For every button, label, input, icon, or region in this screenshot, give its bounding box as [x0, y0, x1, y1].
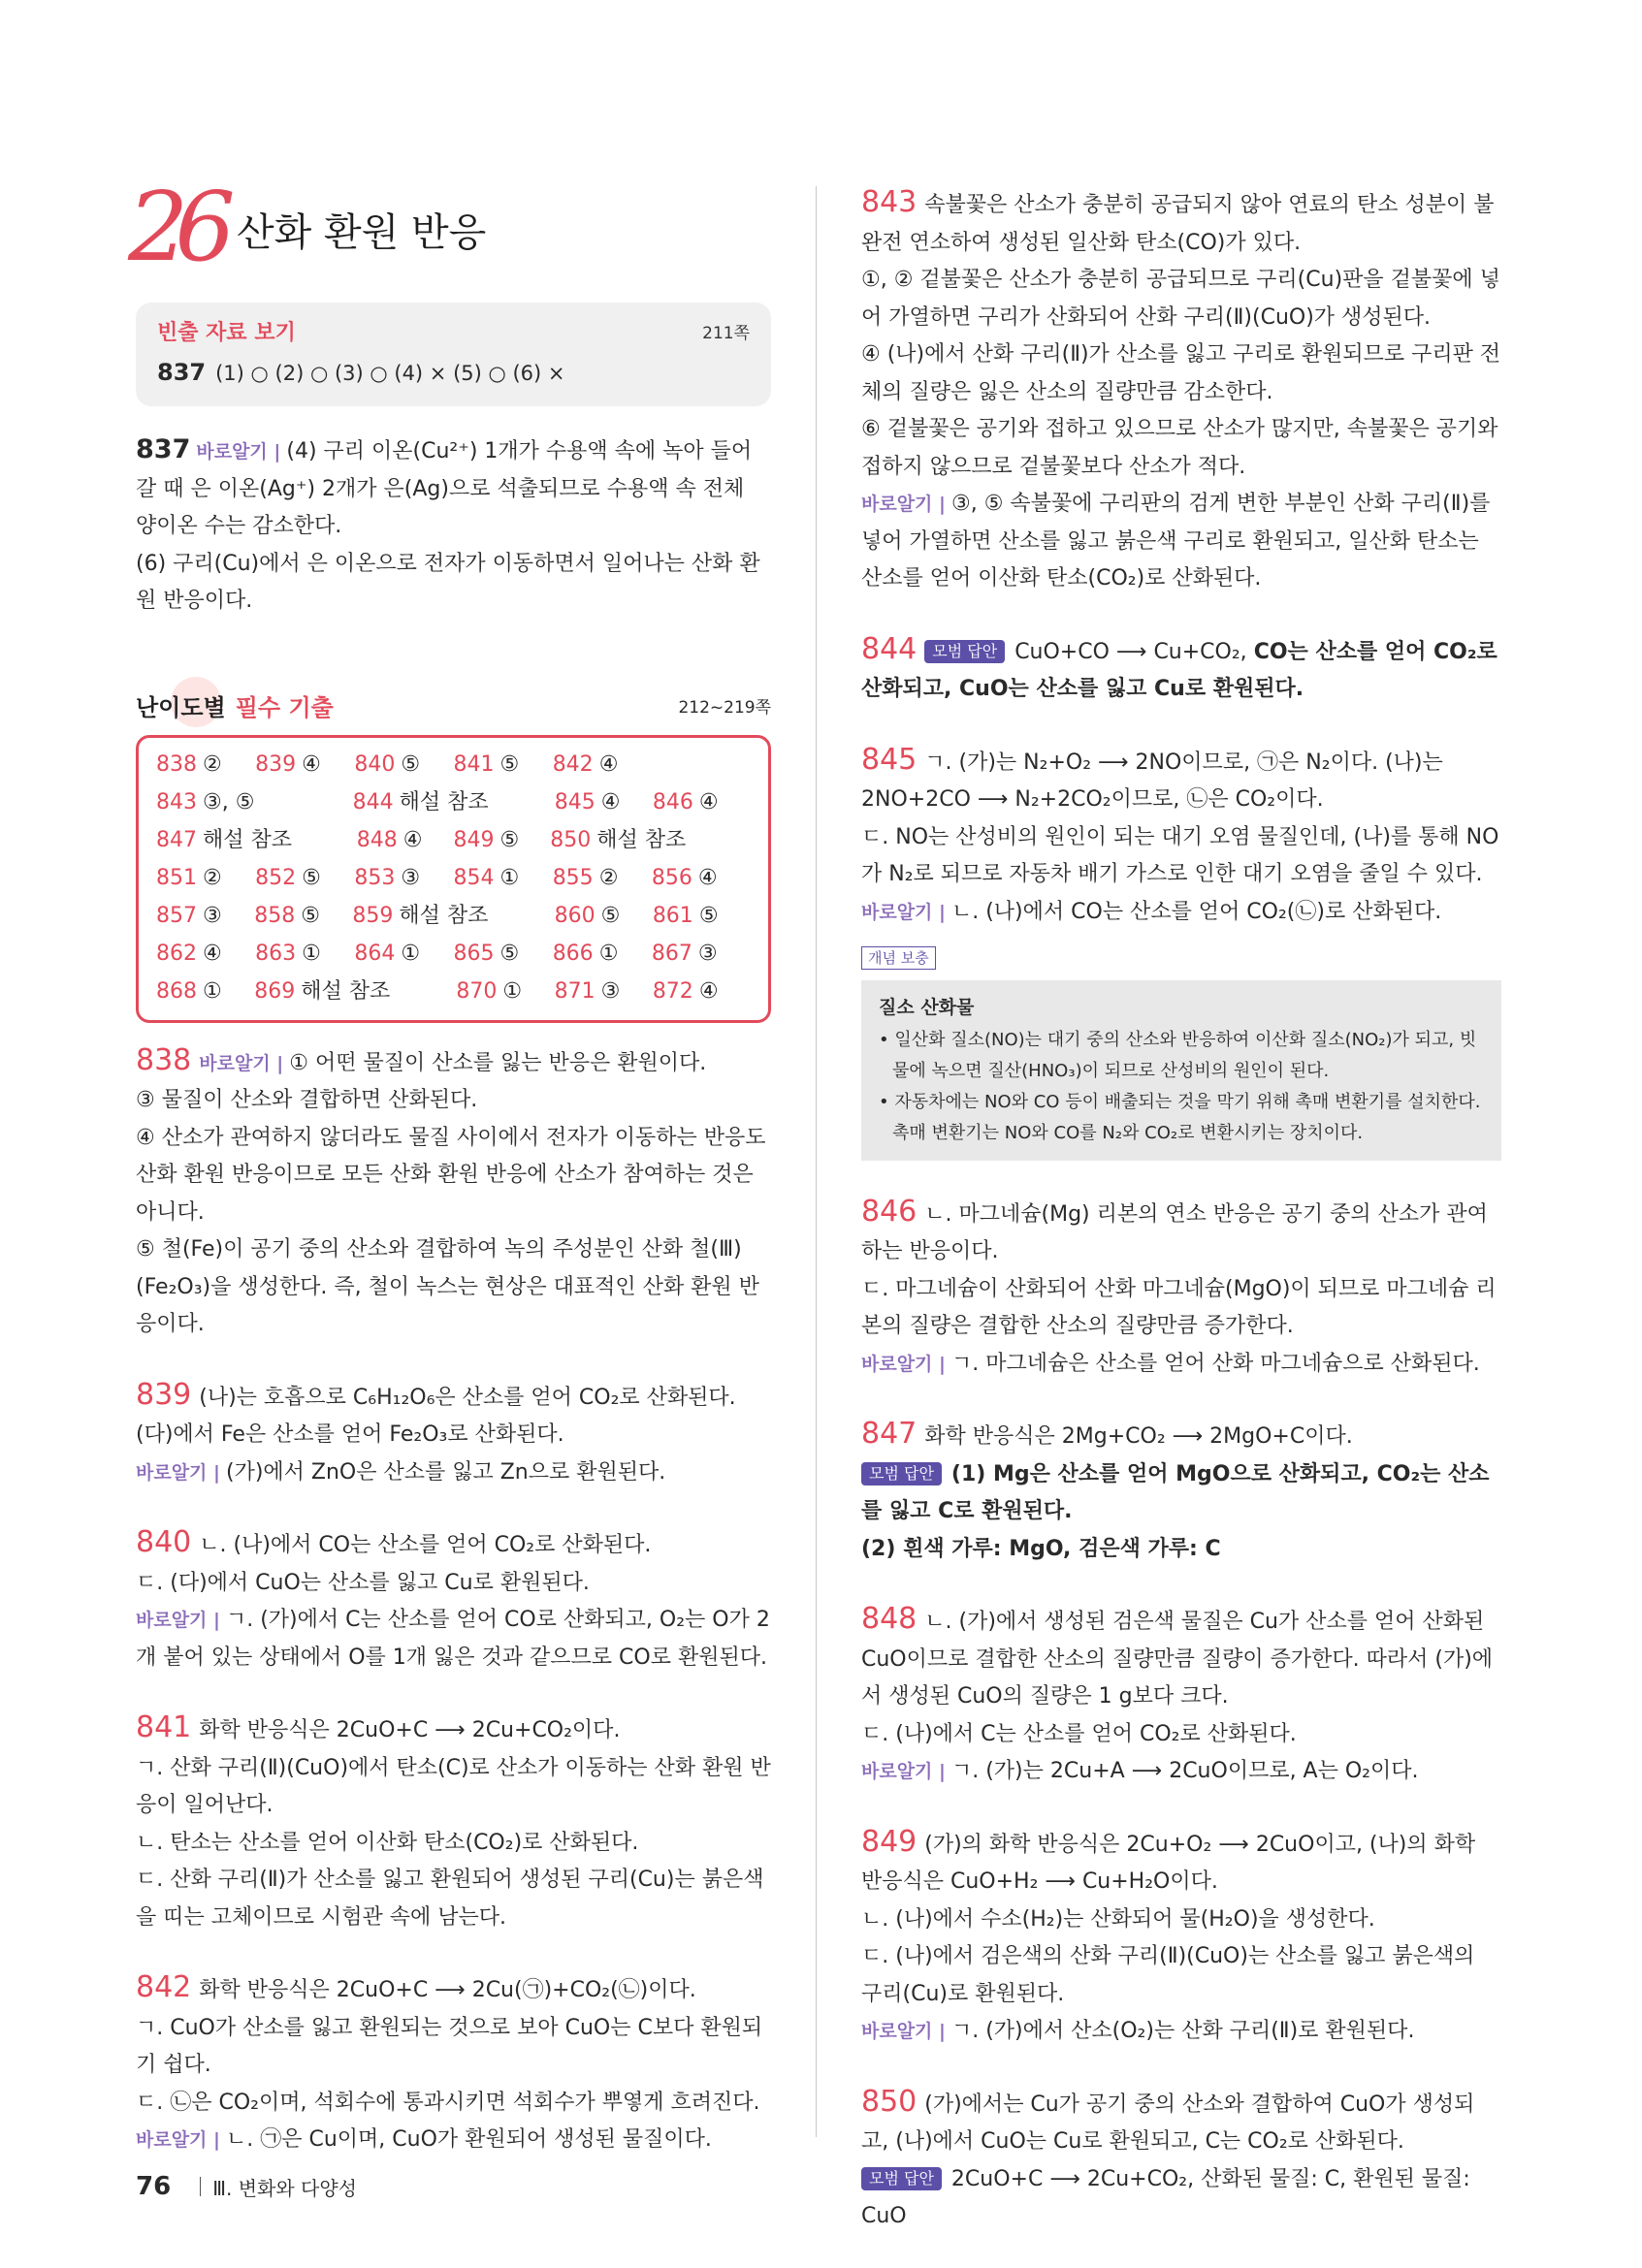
answer-key-number: 872: [652, 978, 693, 1004]
question-number: 847: [861, 1417, 918, 1451]
answer-key-answer: ⑤: [600, 903, 621, 928]
answer-key-row: [156, 746, 751, 783]
answer-key-cell: [553, 859, 652, 897]
answer-key-number: 842: [552, 751, 594, 777]
answer-key-cell: [156, 859, 255, 897]
answer-key-number: 848: [356, 827, 398, 852]
answer-key-answer: ④: [698, 978, 719, 1004]
correction-tag: 바로알기 |: [199, 1052, 284, 1074]
correction-tag: 바로알기 |: [136, 1461, 220, 1484]
explanation-text: 화학 반응식은 2CuO+C ⟶ 2Cu(㉠)+CO₂(㉡)이다.: [199, 1978, 696, 2002]
answer-838: [136, 1042, 771, 1344]
answer-key-number: 854: [453, 865, 495, 890]
answer-key-answer: ⑤: [301, 903, 320, 928]
answer-key-number: 870: [456, 978, 498, 1004]
answer-key-number: 861: [652, 903, 693, 928]
answer-key-answer: ④: [698, 789, 719, 815]
answer-key-number: 845: [554, 789, 596, 815]
answer-key-answer: ③, ⑤: [203, 789, 255, 815]
explanation-text: ㄴ. (나)에서 CO는 산소를 얻어 CO₂(㉡)로 산화된다.: [950, 899, 1442, 924]
explanation-text: ①, ② 겉불꽃은 산소가 충분히 공급되므로 구리(Cu)판을 겉불꽃에 넣어 가열하면 구리가 산화되어 산화 구리(Ⅱ)(CuO)가 생성된다.: [861, 268, 1500, 330]
essential-title: [136, 689, 334, 727]
answer-key-cell: [357, 821, 454, 859]
explanation-text: ㄱ. (가)는 2Cu+A ⟶ 2CuO이므로, A는 O₂이다.: [950, 1759, 1419, 1783]
right-column: [861, 184, 1501, 2236]
question-number: 838: [136, 1042, 192, 1077]
correction-tag: 바로알기 |: [136, 2129, 220, 2151]
answer-key-answer: 해설 참조: [203, 827, 293, 852]
answer-key-number: 869: [254, 978, 296, 1004]
model-answer-badge: 모범 답안: [924, 640, 1005, 663]
explanation-text: 화학 반응식은 2Mg+CO₂ ⟶ 2MgO+C이다.: [924, 1424, 1353, 1449]
concept-bullet: • 일산화 질소(NO)는 대기 중의 산소와 반응하여 이산화 질소(NO₂)가 되고, 빗물에 녹으면 질산(HNO₃)이 되므로 산성비의 원인이 된다.: [879, 1029, 1477, 1081]
answer-key-number: 855: [552, 865, 594, 890]
question-number: 846: [861, 1194, 918, 1229]
answer-key-cell: [156, 746, 255, 783]
answer-key-answer: 해설 참조: [301, 978, 391, 1004]
explanation-text: ① 어떤 물질이 산소를 잃는 반응은 환원이다.: [289, 1050, 707, 1075]
explanation-text: 속불꽃은 산소가 충분히 공급되지 않아 연료의 탄소 성분이 불완전 연소하여 생성된 일산화 탄소(CO)가 있다.: [861, 193, 1495, 255]
answer-key-answer: ①: [401, 941, 421, 966]
answer-key-cell: [652, 859, 751, 897]
answer-key-answer: ④: [203, 941, 222, 966]
answer-key-number: 857: [156, 903, 197, 928]
answer-key-number: 847: [156, 827, 197, 852]
explanation-text: ③ 물질이 산소와 결합하면 산화된다.: [136, 1088, 478, 1112]
answer-key-number: 843: [156, 789, 197, 815]
answer-key-answer: ④: [600, 789, 621, 815]
answer-key-cell: [352, 897, 489, 935]
question-number: 844: [861, 631, 918, 666]
answer-key-cell: [260, 821, 357, 859]
question-number: 848: [861, 1602, 918, 1636]
answer-845: [861, 742, 1501, 932]
answer-key-number: 850: [550, 827, 592, 852]
answer-key-answer: ⑤: [499, 941, 520, 966]
explanation-text: CO는 산소를 얻어 CO₂로 산화되고, CuO는 산소를 잃고 Cu로 환원된다.: [861, 639, 1497, 701]
answer-key-number: 846: [652, 789, 693, 815]
answer-key-cell: [457, 783, 555, 821]
answer-key-number: 864: [354, 941, 396, 966]
concept-supplement: [861, 939, 1501, 1161]
answer-key-row: [156, 973, 751, 1010]
explanation-text: ㄷ. 마그네슘이 산화되어 산화 마그네슘(MgO)이 되므로 마그네슘 리본의 질량은 결합한 산소의 질량만큼 증가한다.: [861, 1276, 1497, 1338]
answer-key-cell: [354, 935, 453, 973]
answer-key-answer: ②: [598, 865, 619, 890]
answer-key-number: 865: [453, 941, 495, 966]
answer-key-answer: ④: [402, 827, 423, 852]
answer-key-cell: [550, 821, 687, 859]
explanation-text: ㄱ. CuO가 산소를 잃고 환원되는 것으로 보아 CuO는 C보다 환원되기 쉽다.: [136, 2015, 763, 2077]
answer-key-cell: [254, 973, 391, 1010]
explanation-text: ㄱ. (가)에서 C는 산소를 얻어 CO로 산화되고, O₂는 O가 2개 붙어 있는 상태에서 O를 1개 잃은 것과 같으므로 CO로 환원된다.: [136, 1608, 770, 1670]
ox-answers: (1) ○ (2) ○ (3) ○ (4) × (5) ○ (6) ×: [215, 362, 565, 385]
answer-key-row: [156, 783, 751, 821]
answer-key-cell: [156, 973, 254, 1010]
answer-key-number: 868: [156, 978, 197, 1004]
question-number: 842: [136, 1970, 192, 2004]
explanation-text: (가)에서는 Cu가 공기 중의 산소와 결합하여 CuO가 생성되고, (나)에서 CuO는 Cu로 환원되고, C는 CO₂로 산화된다.: [861, 2092, 1475, 2154]
question-number: 843: [861, 185, 918, 219]
answer-key-cell: [555, 897, 653, 935]
answer-key-cell: [354, 859, 453, 897]
explanation-text: (다)에서 Fe은 산소를 얻어 Fe₂O₃로 산화된다.: [136, 1422, 564, 1447]
explanation-text: ㄴ. 탄소는 산소를 얻어 이산화 탄소(CO₂)로 산화된다.: [136, 1830, 639, 1855]
explanation-text: (나)는 호흡으로 C₆H₁₂O₆은 산소를 얻어 CO₂로 산화된다.: [199, 1385, 736, 1410]
answer-key-cell: [653, 897, 751, 935]
answer-key-number: 853: [354, 865, 396, 890]
answer-key-number: 862: [156, 941, 197, 966]
answer-key-row: [156, 821, 751, 859]
explanation-text: ㄴ. 마그네슘(Mg) 리본의 연소 반응은 공기 중의 산소가 관여하는 반응이다.: [861, 1201, 1488, 1263]
essential-title-dark: 난이도별: [136, 694, 226, 721]
answer-841: [136, 1709, 771, 1936]
explanation-text: (1) Mg은 산소를 얻어 MgO으로 산화되고, CO₂는 산소를 잃고 C로 환원된다.: [861, 1461, 1490, 1523]
correction-tag: 바로알기 |: [136, 1610, 220, 1631]
correction-tag: 바로알기 |: [861, 1353, 946, 1375]
explanation-text: ㄴ. (나)에서 수소(H₂)는 산화되어 물(H₂O)을 생성한다.: [861, 1906, 1375, 1932]
answer-key-answer: ⑤: [499, 751, 520, 777]
answer-key-cell: [454, 935, 553, 973]
answer-key-cell: [652, 746, 751, 783]
answer-key-answer: ①: [502, 978, 523, 1004]
equation-text: CuO+CO ⟶ Cu+CO₂,: [1014, 639, 1247, 664]
answer-842: [136, 1969, 771, 2159]
explanation-text: ⑤ 철(Fe)이 공기 중의 산소와 결합하여 녹의 주성분인 산화 철(Ⅲ)(Fe₂O₃)을 생성한다. 즉, 철이 녹스는 현상은 대표적인 산화 환원 반응이다.: [136, 1237, 759, 1336]
explanation-text: ㄷ. (다)에서 CuO는 산소를 잃고 Cu로 환원된다.: [136, 1570, 590, 1595]
answer-key-cell: [156, 935, 255, 973]
answer-key-cell: [555, 973, 653, 1010]
explanation-text: (가)에서 ZnO은 산소를 잃고 Zn으로 환원된다.: [225, 1459, 666, 1485]
frequent-data-box: [136, 303, 771, 406]
answer-key-answer: ⑤: [499, 827, 520, 852]
answer-key-answer: ⑤: [401, 751, 421, 777]
answer-key-number: 844: [352, 789, 394, 815]
explanation-text: ㄴ. ㉠은 Cu이며, CuO가 환원되어 생성된 물질이다.: [225, 2127, 712, 2152]
answer-key-cell: [156, 821, 293, 859]
answer-key-answer: ①: [203, 978, 222, 1004]
footer-divider: [200, 2177, 201, 2196]
concept-bullet: • 자동차에는 NO와 CO 등이 배출되는 것을 막기 위해 촉매 변환기를 설치한다. 촉매 변환기는 NO와 CO를 N₂와 CO₂로 변환시키는 장치이다.: [879, 1091, 1481, 1143]
question-number: 850: [861, 2084, 918, 2119]
correction-tag: 바로알기 |: [861, 494, 946, 515]
answer-key-answer: ③: [203, 903, 222, 928]
explanation-text: ㄱ. 마그네슘은 산소를 얻어 산화 마그네슘으로 산화된다.: [950, 1351, 1480, 1376]
answer-key-cell: [254, 783, 352, 821]
model-answer-badge: 모범 답안: [861, 2167, 942, 2190]
explanation-text: ㄴ. (나)에서 CO는 산소를 얻어 CO₂로 산화된다.: [199, 1533, 652, 1557]
answer-key-answer: ③: [697, 941, 718, 966]
answer-key-cell: [156, 897, 254, 935]
essential-page: 212~219쪽: [678, 698, 771, 718]
answer-key-number: 851: [156, 865, 197, 890]
explanation-text: (4) 구리 이온(Cu²⁺) 1개가 수용액 속에 녹아 들어갈 때 은 이온(Ag⁺) 2개가 은(Ag)으로 석출되므로 수용액 속 전체 양이온 수는 감소한다.: [136, 439, 753, 538]
explanation-text: ㄱ. 산화 구리(Ⅱ)(CuO)에서 탄소(C)로 산소가 이동하는 산화 환원 반응이 일어난다.: [136, 1755, 771, 1817]
answer-837: [136, 431, 771, 621]
left-column: [128, 173, 771, 2159]
answer-key-cell: [653, 973, 751, 1010]
question-number: 845: [861, 742, 918, 777]
answer-key-number: 841: [453, 751, 495, 777]
answer-key-cell: [352, 783, 489, 821]
chapter-number: 26: [128, 173, 222, 283]
explanation-text: 화학 반응식은 2CuO+C ⟶ 2Cu+CO₂이다.: [199, 1718, 621, 1742]
chapter-title: 산화 환원 반응: [237, 210, 487, 255]
answer-key-row: [156, 897, 751, 935]
question-number: 841: [136, 1710, 192, 1744]
answer-key-cell: [156, 783, 254, 821]
essential-header: [136, 690, 771, 727]
question-number: 837: [157, 359, 207, 386]
explanation-text: ㄷ. 산화 구리(Ⅱ)가 산소를 잃고 환원되어 생성된 구리(Cu)는 붉은색을 띠는 고체이므로 시험관 속에 남는다.: [136, 1868, 764, 1930]
answer-key-answer: 해설 참조: [399, 903, 489, 928]
answer-key-cell: [255, 935, 354, 973]
explanation-text: ③, ⑤ 속불꽃에 구리판의 검게 변한 부분인 산화 구리(Ⅱ)를 넣어 가열하면 산소를 잃고 붉은색 구리로 환원되고, 일산화 탄소는 산소를 얻어 이산화 탄소(CO₂)로 산화된다.: [861, 492, 1491, 591]
explanation-text: ㄱ. (가)는 N₂+O₂ ⟶ 2NO이므로, ㉠은 N₂이다. (나)는 2NO+2CO ⟶ N₂+2CO₂이므로, ㉡은 CO₂이다.: [861, 750, 1443, 812]
answer-key-cell: [652, 935, 751, 973]
answer-key-number: 840: [354, 751, 396, 777]
answer-key-answer: ①: [598, 941, 619, 966]
explanation-text: ㄷ. NO는 산성비의 원인이 되는 대기 오염 물질인데, (나)를 통해 NO가 N₂로 되므로 자동차 배기 가스로 인한 대기 오염을 줄일 수 있다.: [861, 824, 1499, 886]
explanation-text: ④ 산소가 관여하지 않더라도 물질 사이에서 전자가 이동하는 반응도 산화 환원 반응이므로 모든 산화 환원 반응에 산소가 참여하는 것은 아니다.: [136, 1125, 766, 1225]
answer-key-answer: ⑤: [698, 903, 719, 928]
answer-key-answer: ④: [302, 751, 321, 777]
explanation-text: ㄷ. (나)에서 검은색의 산화 구리(Ⅱ)(CuO)는 산소를 잃고 붉은색의 구리(Cu)로 환원된다.: [861, 1944, 1475, 2006]
answer-key-cell: [255, 746, 354, 783]
essential-title-red: 필수 기출: [235, 694, 334, 721]
section-title: Ⅲ. 변화와 다양성: [212, 2176, 357, 2200]
answer-844: [861, 631, 1501, 709]
answer-key-cell: [456, 897, 554, 935]
model-answer-badge: 모범 답안: [861, 1462, 942, 1485]
concept-box: [861, 980, 1501, 1161]
answer-key-answer: 해설 참조: [399, 789, 489, 815]
explanation-text: ㄷ. (나)에서 C는 산소를 얻어 CO₂로 산화된다.: [861, 1721, 1297, 1746]
page-number: 76: [136, 2172, 172, 2201]
answer-key-answer: 해설 참조: [596, 827, 687, 852]
concept-tag: 개념 보충: [861, 946, 936, 970]
answer-850: [861, 2084, 1501, 2236]
frequent-data-title: 빈출 자료 보기: [157, 320, 296, 345]
answer-key-cell: [653, 783, 751, 821]
answer-key-answer: ③: [600, 978, 621, 1004]
explanation-text: (2) 흰색 가루: MgO, 검은색 가루: C: [861, 1536, 1221, 1561]
explanation-text: ④ (나)에서 산화 구리(Ⅱ)가 산소를 잃고 구리로 환원되므로 구리판 전체의 질량은 잃은 산소의 질량만큼 감소한다.: [861, 342, 1501, 404]
answer-840: [136, 1524, 771, 1677]
answer-key-number: 856: [651, 865, 692, 890]
answer-key-answer: ⑤: [302, 865, 321, 890]
column-divider: [816, 186, 817, 2137]
question-number: 849: [861, 1824, 918, 1859]
answer-key-cell: [358, 973, 456, 1010]
answer-key-cell: [654, 821, 751, 859]
answer-849: [861, 1824, 1501, 2051]
answer-839: [136, 1377, 771, 1492]
answer-key-answer: ②: [203, 751, 222, 777]
answer-key-answer: ①: [302, 941, 321, 966]
explanation-text: ㄱ. (가)에서 산소(O₂)는 산화 구리(Ⅱ)로 환원된다.: [950, 2019, 1415, 2043]
frequent-data-answers-row: [157, 353, 750, 393]
chapter-header: [128, 173, 771, 299]
answer-key-cell: [454, 746, 553, 783]
answer-key-number: 863: [255, 941, 297, 966]
concept-title: 질소 산화물: [879, 996, 975, 1018]
answer-key-cell: [456, 973, 554, 1010]
answer-key-cell: [454, 859, 553, 897]
answer-key-row: [156, 859, 751, 897]
correction-tag: 바로알기 |: [861, 2021, 946, 2042]
answer-key-cell: [454, 821, 551, 859]
answer-key-cell: [354, 746, 453, 783]
correction-tag: 바로알기 |: [861, 1761, 946, 1782]
answer-key-cell: [255, 859, 354, 897]
answer-key-number: 859: [352, 903, 394, 928]
answer-848: [861, 1601, 1501, 1791]
answer-key-cell: [555, 783, 653, 821]
explanation-text: ㄴ. (가)에서 생성된 검은색 물질은 Cu가 산소를 얻어 산화된 CuO이므로 결합한 산소의 질량만큼 질량이 증가한다. 따라서 (가)에서 생성된 CuO의 질량은 1 g보다 크다.: [861, 1610, 1494, 1709]
answer-key-number: 838: [156, 751, 197, 777]
correction-tag: 바로알기 |: [861, 901, 946, 923]
answer-843: [861, 184, 1501, 598]
question-number: 839: [136, 1377, 192, 1412]
answer-key-answer: ③: [401, 865, 421, 890]
answer-key-number: 866: [552, 941, 594, 966]
question-number: 840: [136, 1525, 192, 1559]
answer-847: [861, 1416, 1501, 1568]
explanation-text: (6) 구리(Cu)에서 은 이온으로 전자가 이동하면서 일어나는 산화 환원 반응이다.: [136, 551, 760, 613]
answer-key-box: [136, 735, 771, 1023]
answer-key-number: 860: [554, 903, 596, 928]
answer-846: [861, 1194, 1501, 1384]
explanation-text: ⑥ 겉불꽃은 공기와 접하고 있으므로 산소가 많지만, 속불꽃은 공기와 접하지 않으므로 겉불꽃보다 산소가 적다.: [861, 417, 1498, 479]
explanation-text: 2CuO+C ⟶ 2Cu+CO₂, 산화된 물질: C, 환원된 물질: CuO: [861, 2166, 1470, 2228]
answer-key-row: [156, 935, 751, 973]
answer-key-number: 858: [254, 903, 296, 928]
answer-key-answer: ④: [697, 865, 718, 890]
answer-key-cell: [553, 746, 652, 783]
answer-key-answer: ④: [598, 751, 619, 777]
answer-key-number: 852: [255, 865, 297, 890]
frequent-data-page: 211쪽: [702, 323, 750, 343]
page-footer: [136, 2172, 357, 2201]
explanation-text: (가)의 화학 반응식은 2Cu+O₂ ⟶ 2CuO이고, (나)의 화학 반응식은 CuO+H₂ ⟶ Cu+H₂O이다.: [861, 1832, 1476, 1894]
answer-key-number: 849: [453, 827, 495, 852]
answer-key-cell: [254, 897, 352, 935]
question-number: 837: [136, 434, 191, 464]
explanation-text: ㄷ. ㉡은 CO₂이며, 석회수에 통과시키면 석회수가 뿌옇게 흐려진다.: [136, 2090, 760, 2115]
answer-key-cell: [553, 935, 652, 973]
answer-key-number: 839: [255, 751, 297, 777]
answer-key-number: 867: [651, 941, 692, 966]
answer-key-answer: ②: [203, 865, 222, 890]
answer-key-answer: ①: [499, 865, 520, 890]
answer-key-number: 871: [554, 978, 596, 1004]
correction-tag: 바로알기 |: [196, 441, 281, 463]
